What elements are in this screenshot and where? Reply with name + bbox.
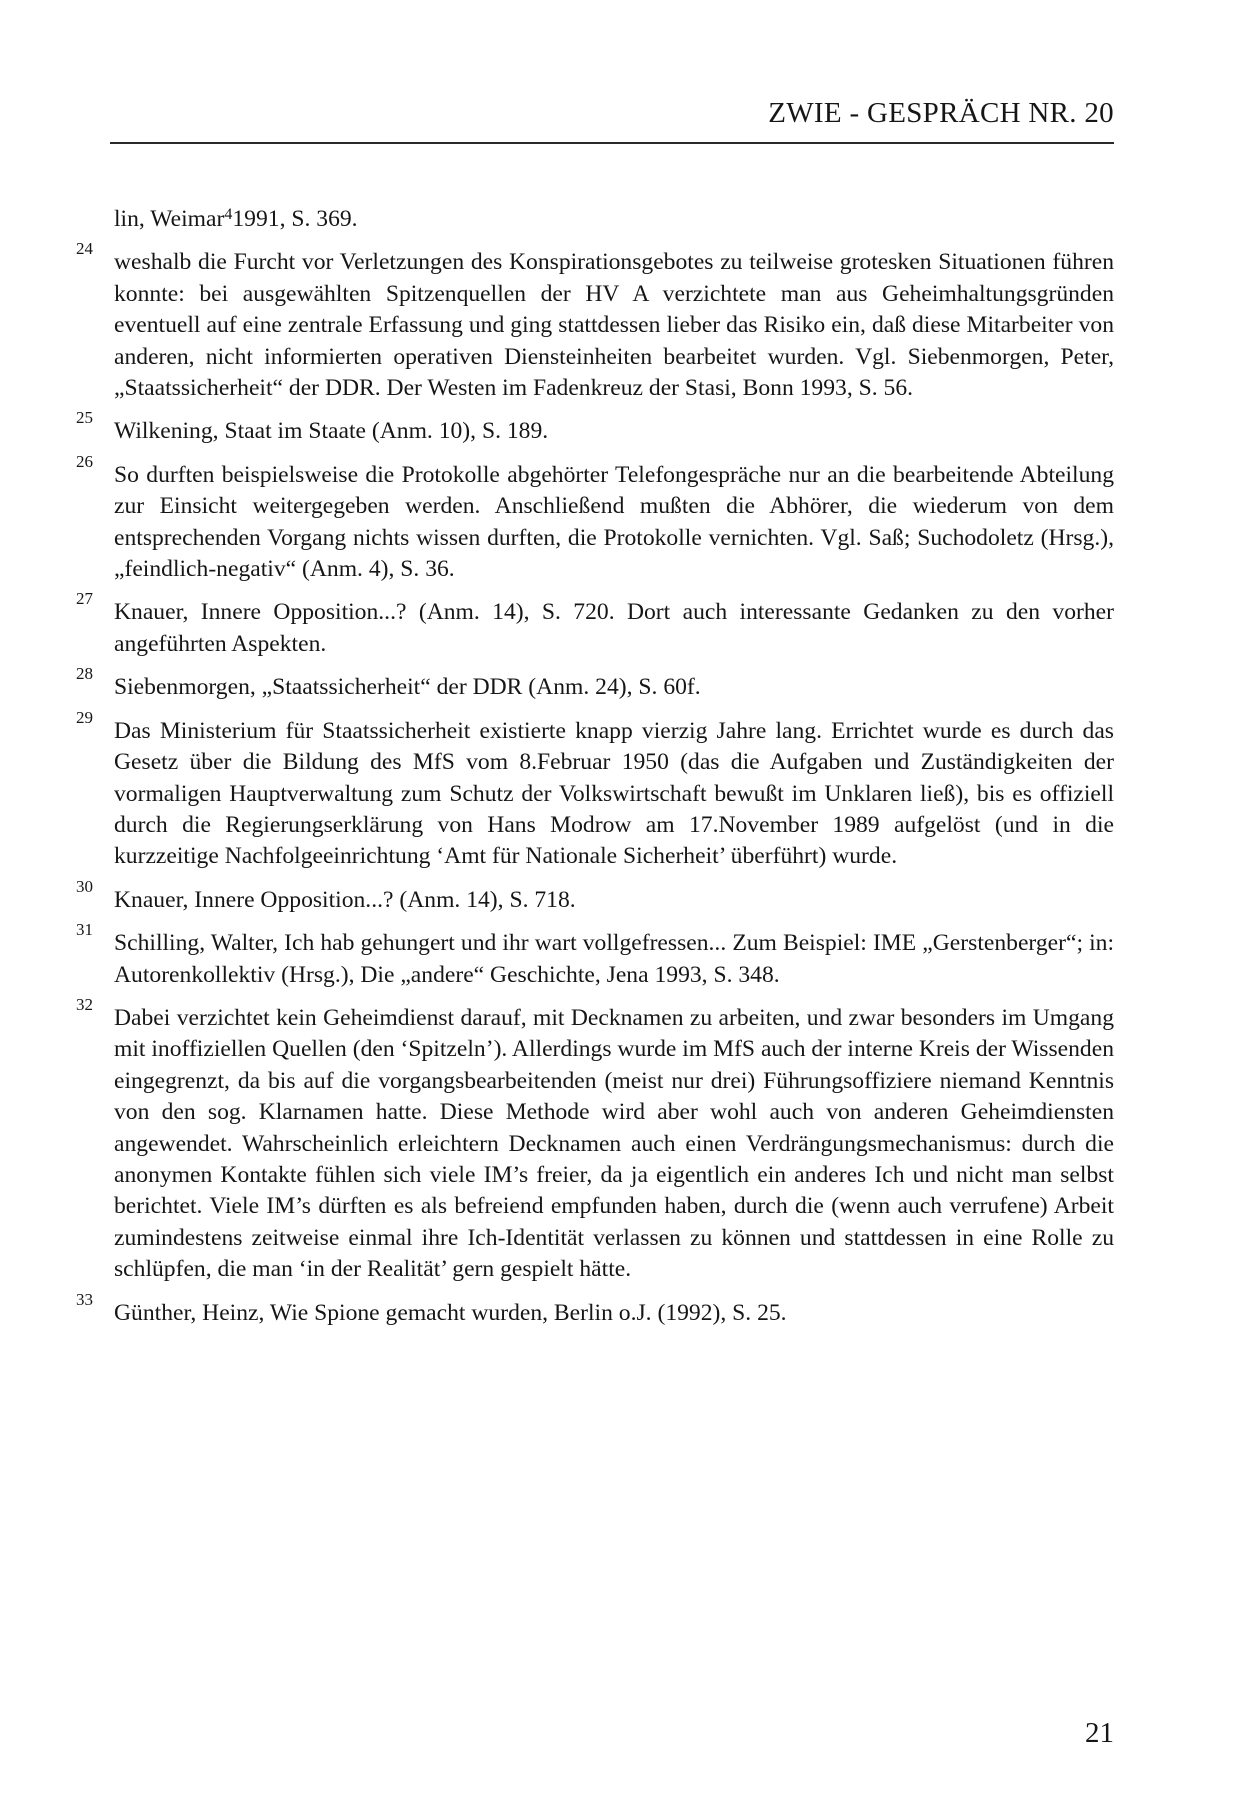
footnote-24 <box>76 239 1114 404</box>
footnote-31 <box>76 920 1114 991</box>
footnote-26 <box>76 451 1114 586</box>
footnote-number: 31 <box>76 920 93 940</box>
footnote-27 <box>76 589 1114 660</box>
footnote-text: Dabei verzichtet kein Geheimdienst darauf, mit Decknamen zu arbeiten, und zwar besonders im Umgang mit inoffiziellen Quellen (den ‘Spitzeln’). Allerdings wurde im MfS auch der interne Kreis der Wissenden eingegrenzt, da bis auf die vorgangsbearbeitenden (meist nur drei) Führungsoffiziere niemand Kenntnis von den sog. Klarnamen hatte. Diese Methode wird aber wohl auch von anderen Geheimdiensten angewendet. Wahrscheinlich erleichtern Decknamen auch einen Verdrängungsmechanismus: durch die anonymen Kontakte fühlen sich viele IM’s freier, da ja eigentlich ein anderes Ich und nicht man selbst berichtet. Viele IM’s dürften es als befreiend empfunden haben, durch die (wenn auch verrufene) Arbeit zumindestens zeitweise einmal ihre Ich-Identität verlassen zu können und stattdessen in eine Rolle zu schlüpfen, die man ‘in der Realität’ gern gespielt hätte. <box>114 1004 1114 1283</box>
continuation-before: lin, Weimar <box>114 206 225 232</box>
header-title: ZWIE - GESPRÄCH NR. 20 <box>768 97 1114 129</box>
footnote-continuation <box>76 204 1114 235</box>
footnote-text: So durften beispielsweise die Protokolle abgehörter Telefongespräche nur an die bearbeitende Abteilung zur Einsicht weitergegeben werden. Anschließend mußten die Abhörer, die wiederum von dem entsprechenden Vorgang nichts wissen durften, die Protokolle vernichten. Vgl. Saß; Suchodoletz (Hrsg.), „feindlich-negativ“ (Anm. 4), S. 36. <box>114 461 1114 583</box>
footnote-33 <box>76 1289 1114 1329</box>
footnote-number: 27 <box>76 589 93 609</box>
footnote-text: Günther, Heinz, Wie Spione gemacht wurden, Berlin o.J. (1992), S. 25. <box>114 1299 787 1326</box>
footnote-text: Knauer, Innere Opposition...? (Anm. 14), S. 720. Dort auch interessante Gedanken zu den vorher angeführten Aspekten. <box>114 599 1114 657</box>
footnote-30 <box>76 876 1114 916</box>
continuation-text <box>114 204 1114 235</box>
footnote-number: 32 <box>76 994 93 1014</box>
footnote-number: 25 <box>76 408 93 428</box>
footnote-25 <box>76 408 1114 447</box>
footnote-text: Wilkening, Staat im Staate (Anm. 10), S. 189. <box>114 418 549 445</box>
footnote-text: Siebenmorgen, „Staatssicherheit“ der DDR (Anm. 24), S. 60f. <box>114 674 701 701</box>
footnote-number: 33 <box>76 1289 93 1309</box>
running-header <box>110 96 1114 144</box>
edition-superscript: 4 <box>224 206 233 223</box>
footnote-text: weshalb die Furcht vor Verletzungen des Konspirationsgebotes zu teilweise grotesken Situationen führen konnte: bei ausgewählten Spitzenquellen der HV A verzichtete man aus Geheimhaltungsgründen eventuell auf eine zentrale Erfassung und ging stattdessen lieber das Risiko ein, daß diese Mitarbeiter von anderen, nicht informierten operativen Diensteinheiten bearbeitet wurden. Vgl. Siebenmorgen, Peter, „Staatssicherheit“ der DDR. Der Westen im Fadenkreuz der Stasi, Bonn 1993, S. 56. <box>114 249 1114 402</box>
page-number: 21 <box>1085 1717 1114 1749</box>
footnote-number: 29 <box>76 707 93 727</box>
footnote-text: Das Ministerium für Staatssicherheit existierte knapp vierzig Jahre lang. Errichtet wurde es durch das Gesetz über die Bildung des MfS vom 8.Februar 1950 (das die Aufgaben und Zuständigkeiten der vormaligen Hauptverwaltung zum Schutz der Volkswirtschaft bewußt im Unklaren ließ), bis es offiziell durch die Regierungserklärung von Hans Modrow am 17.November 1989 aufgelöst (und in die kurzzeitige Nachfolgeeinrichtung ‘Amt für Nationale Sicherheit’ überführt) wurde. <box>114 717 1114 870</box>
footnote-29 <box>76 707 1114 873</box>
footnote-text: Knauer, Innere Opposition...? (Anm. 14), S. 718. <box>114 886 576 913</box>
footnotes-section <box>76 204 1114 1341</box>
footnote-number: 30 <box>76 876 93 896</box>
continuation-after: 1991, S. 369. <box>232 206 358 232</box>
footnote-28 <box>76 664 1114 703</box>
footnote-number: 24 <box>76 239 93 259</box>
footnote-number: 28 <box>76 664 93 684</box>
footnote-text: Schilling, Walter, Ich hab gehungert und ihr wart vollgefressen... Zum Beispiel: IME „Gerstenberger“; in: Autorenkollektiv (Hrsg.), Die „andere“ Geschichte, Jena 1993, S. 348. <box>114 930 1114 988</box>
footnote-number: 26 <box>76 451 93 471</box>
footnote-32 <box>76 994 1114 1286</box>
